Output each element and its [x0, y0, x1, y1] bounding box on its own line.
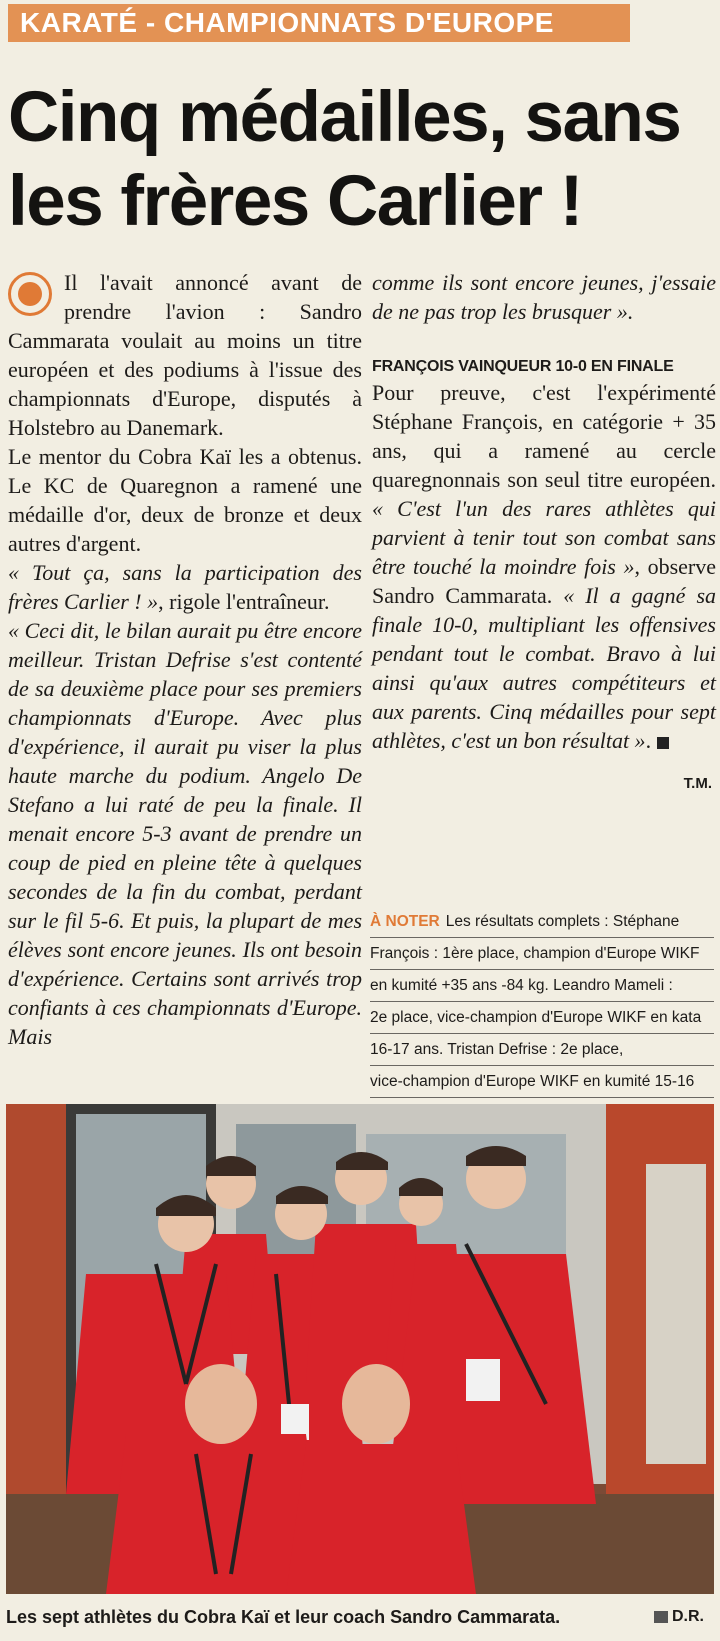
paragraph-quote-2: « Ceci dit, le bilan aurait pu être encore meilleur. Tristan Defrise s'est contenté de sa deuxième place pour ses premiers championnats d'Europe. Avec plus d'expérience, il aurait pu viser la plus haute marche du podium. Angelo De Stefano a lui raté de peu la finale. Il menait encore 5-3 avant de prendre un coup de pied en pleine tête à quelques secondes de la fin du combat, perdant sur le fil 5-6. Et puis, la plupart de mes élèves sont encore jeunes. Ils ont besoin d'expérience. Certains sont arrivés trop confiants à ces championnats d'Europe. Mais [8, 618, 362, 1049]
paragraph-quote-2-cont: comme ils sont encore jeunes, j'essaie de ne pas trop les brusquer ». [372, 270, 716, 324]
note-line: François : 1ère place, champion d'Europe WIKF [370, 938, 714, 970]
note-line: 2e place, vice-champion d'Europe WIKF en kata [370, 1002, 714, 1034]
note-line: 16-17 ans. Tristan Defrise : 2e place, [370, 1034, 714, 1066]
paragraph-quote-1: « Tout ça, sans la participation des frères Carlier ! », rigole l'entraîneur. [8, 560, 362, 614]
section-kicker: KARATÉ - CHAMPIONNATS D'EUROPE [8, 4, 630, 42]
note-line: en kumité +35 ans -84 kg. Leandro Mameli : [370, 970, 714, 1002]
team-photo-illustration [6, 1104, 714, 1594]
note-label: À NOTER [370, 913, 440, 930]
column-left [8, 268, 362, 1051]
headline [8, 76, 712, 244]
end-of-article-icon [657, 737, 669, 749]
column-right [372, 268, 716, 798]
credit-square-icon [654, 1611, 668, 1623]
photo-credit: D.R. [654, 1600, 704, 1634]
team-photo [6, 1104, 714, 1594]
author-signature: T.M. [683, 775, 712, 792]
note-line: À NOTER Les résultats complets : Stéphane [370, 906, 714, 938]
paragraph-francois: Pour preuve, c'est l'expérimenté Stéphane François, en catégorie + 35 ans, qui a ramené au cercle quaregnonnais son seul titre européen. « C'est l'un des rares athlètes qui parvient à tenir tout son combat sans être touché la moindre fois », observe Sandro Cammarata. « Il a gagné sa finale 10-0, multipliant les offensives pendant tout le combat. Bravo à lui ainsi qu'aux autres compétiteurs et aux parents. Cinq médailles pour sept athlètes, c'est un bon résultat ». [372, 380, 717, 753]
photo-caption [6, 1600, 714, 1634]
subheading: FRANÇOIS VAINQUEUR 10-0 EN FINALE [372, 358, 674, 375]
paragraph-results: Le mentor du Cobra Kaï les a obtenus. Le KC de Quaregnon a ramené une médaille d'or, deux de bronze et deux autres d'argent. [8, 444, 362, 556]
caption-text: Les sept athlètes du Cobra Kaï et leur coach Sandro Cammarata. [6, 1607, 561, 1627]
note-line: vice-champion d'Europe WIKF en kumité 15-16 [370, 1066, 714, 1098]
headline-line-1: Cinq médailles, sans [8, 78, 681, 157]
paragraph-intro: Il l'avait annoncé avant de prendre l'avion : Sandro Cammarata voulait au moins un titre européen et des podiums à l'issue des championnats d'Europe, disputés à Holstebro au Danemark. [8, 270, 362, 440]
headline-line-2: les frères Carlier ! [8, 162, 582, 241]
orange-bullet-icon [8, 272, 52, 316]
